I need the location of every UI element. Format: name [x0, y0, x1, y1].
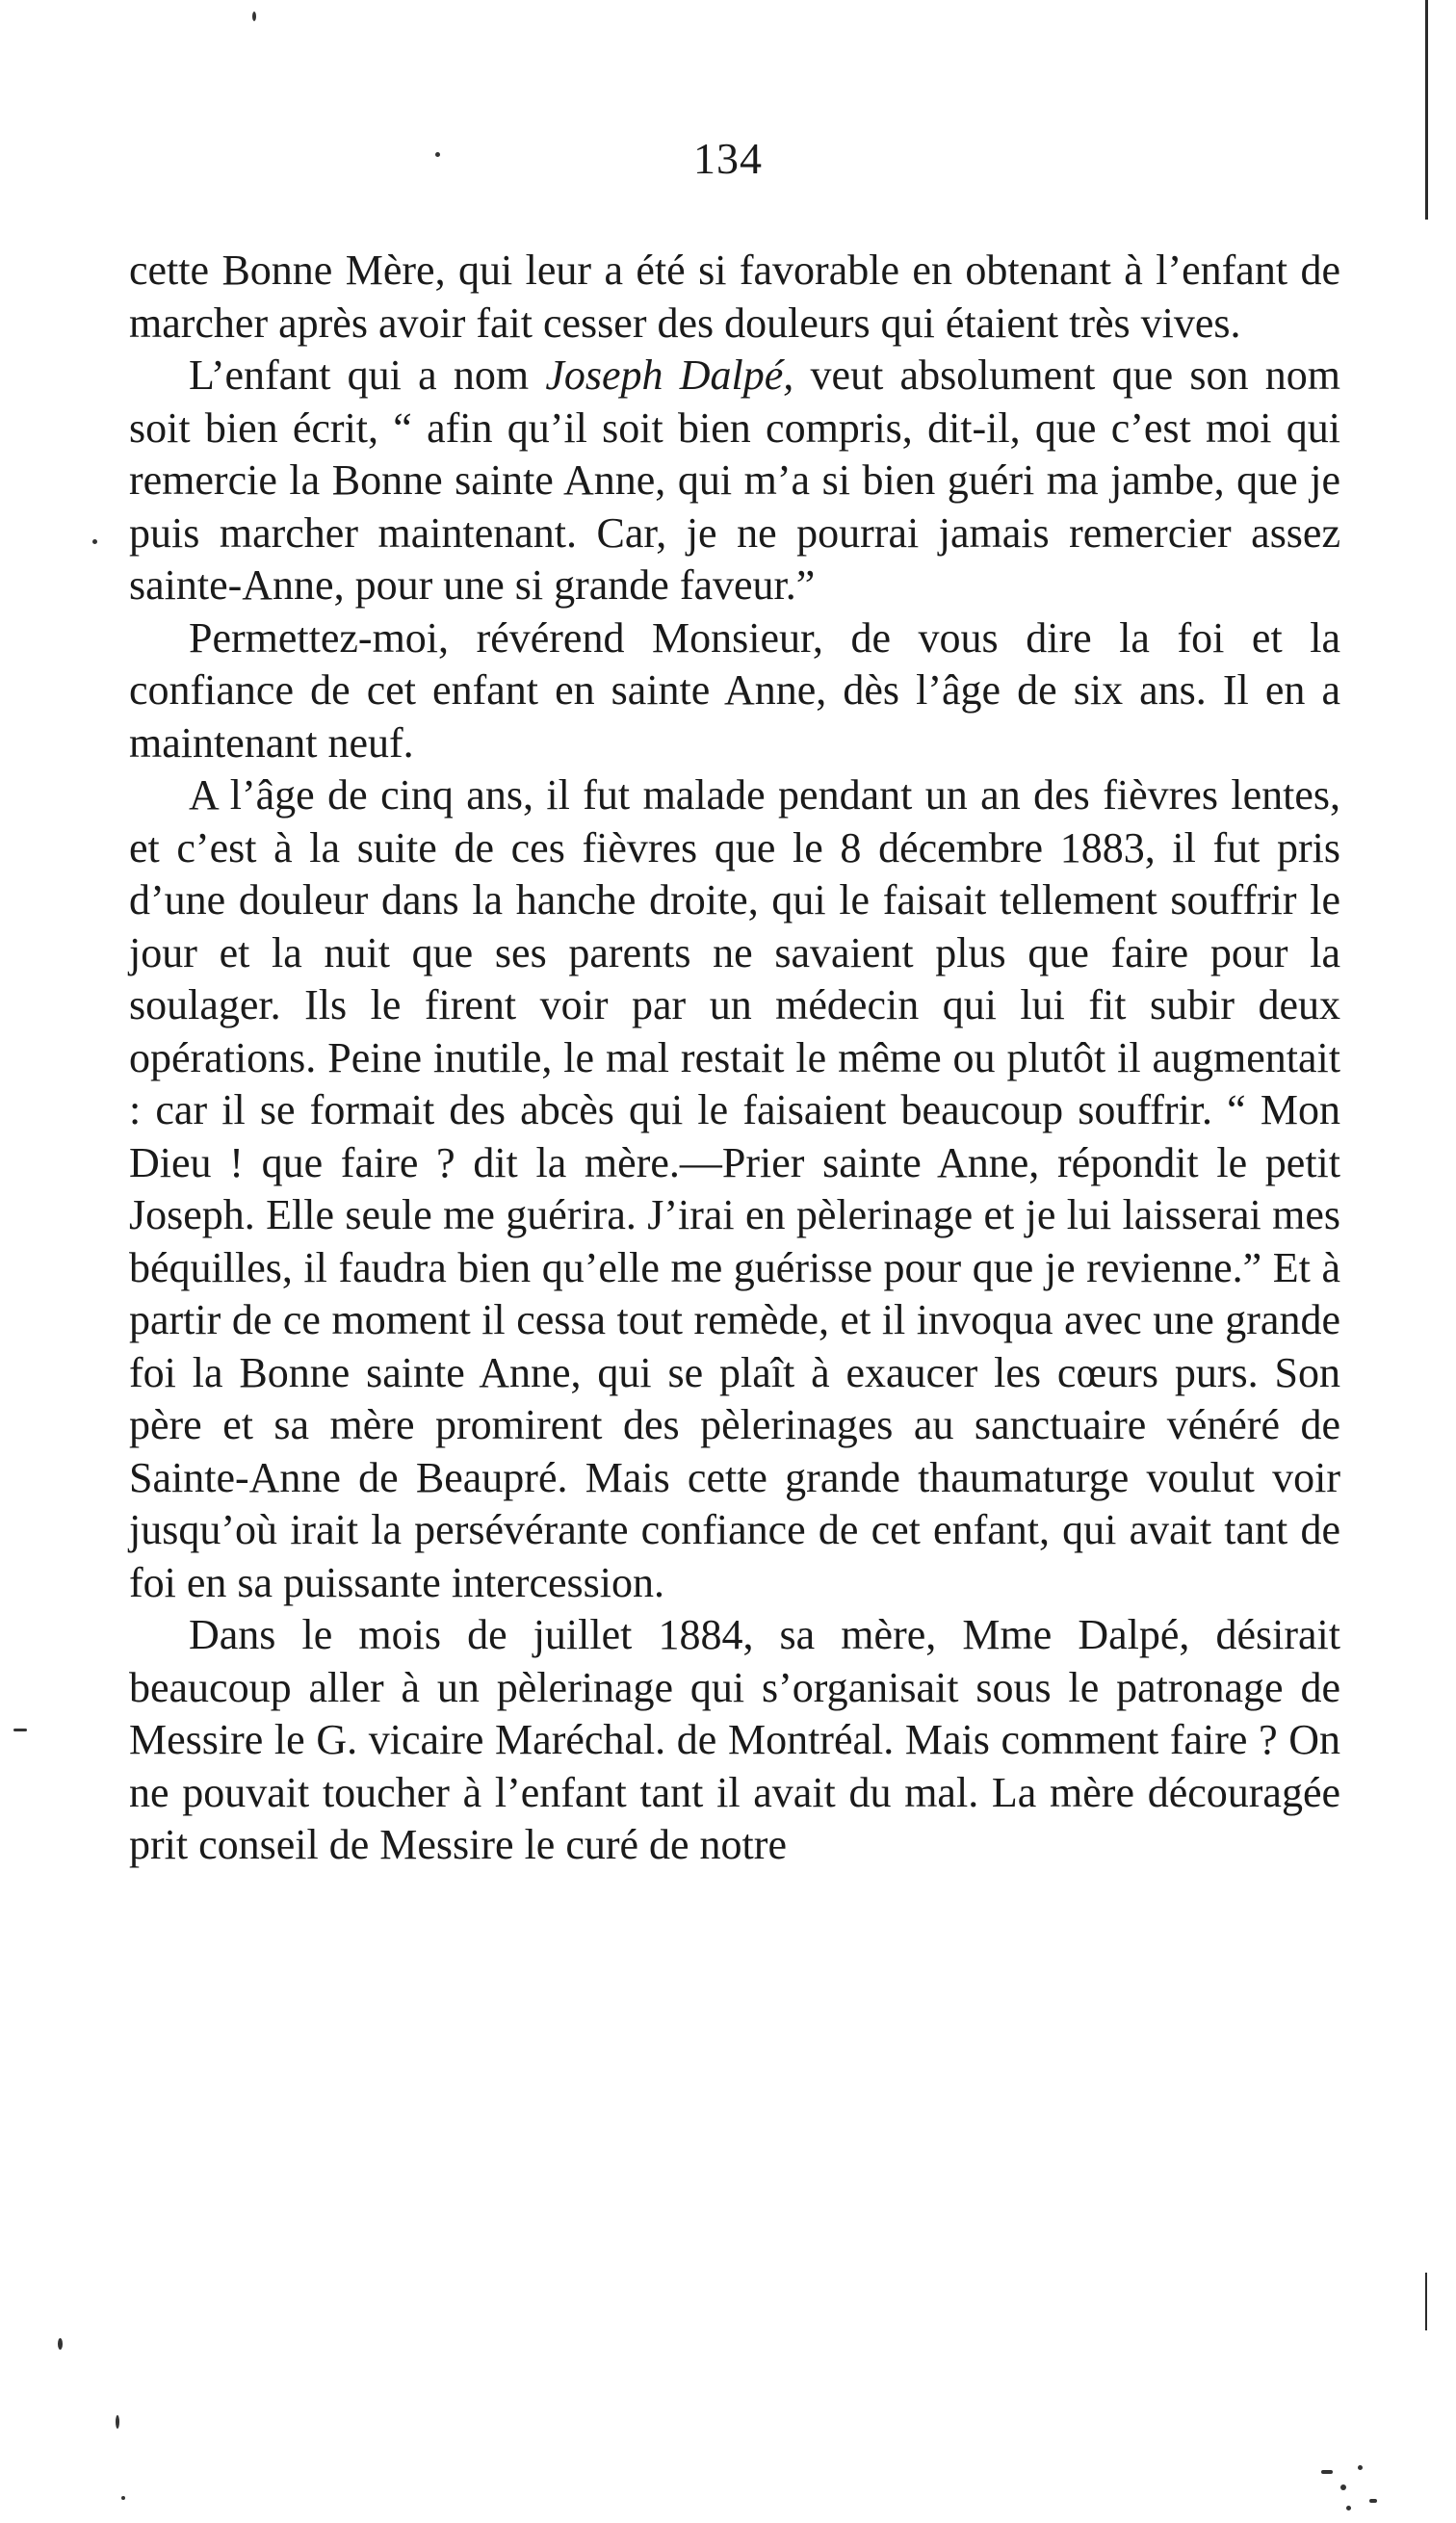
- paragraph-1: [129, 245, 1340, 350]
- paragraph-1-text: cette Bonne Mère, qui leur a été si favorable en obtenant à l’enfant de marcher après avoir fait cesser des douleurs qui étaient très vives.: [129, 247, 1340, 347]
- paragraph-2: [129, 350, 1340, 612]
- scan-speck: [435, 152, 440, 157]
- text-body: [129, 245, 1340, 1872]
- scan-speck: [1321, 2470, 1333, 2474]
- page-number: 134: [693, 134, 763, 183]
- scan-edge-line: [1425, 0, 1428, 220]
- scan-speck: [121, 2496, 125, 2500]
- scan-speck: [58, 2338, 63, 2350]
- paragraph-3: [129, 612, 1340, 770]
- paragraph-2-text-start: L’enfant qui a nom: [189, 351, 546, 399]
- scan-speck: [1340, 2484, 1346, 2490]
- scan-speck: [92, 539, 97, 544]
- scan-speck: [252, 12, 256, 21]
- paragraph-5-text: Dans le mois de juillet 1884, sa mère, Mme Dalpé, désirait beaucoup aller à un pèlerinage qui s’organisait sous le patronage de Messire le G. vicaire Maréchal. de Montréal. Mais comment faire ? On ne pouvait toucher à l’enfant tant il avait du mal. La mère découragée prit conseil de Messire le curé de notre: [129, 1611, 1340, 1868]
- scan-speck: [1369, 2499, 1377, 2503]
- scan-speck: [1346, 2506, 1351, 2510]
- scan-edge-line-lower: [1425, 2273, 1427, 2330]
- scan-speck: [13, 1729, 27, 1731]
- paragraph-4-text: A l’âge de cinq ans, il fut malade pendant un an des fièvres lentes, et c’est à la suite de ces fièvres que le 8 décembre 1883, il fut pris d’une douleur dans la hanche droite, qui le faisait tellement souffrir le jour et la nuit que ses parents ne savaient plus que faire pour la soulager. Ils le firent voir par un médecin qui lui fit subir deux opérations. Peine inutile, le mal restait le même ou plutôt il augmentait : car il se formait des abcès qui le faisaient beaucoup souffrir. “ Mon Dieu ! que faire ? dit la mère.—Prier sainte Anne, répondit le petit Joseph. Elle seule me guérira. J’irai en pèlerinage et je lui laisserai mes béquilles, il faudra bien qu’elle me guérisse pour que je revienne.” Et à partir de ce moment il cessa tout remède, et il invoqua avec une grande foi la Bonne sainte Anne, qui se plaît à exaucer les cœurs purs. Son père et sa mère promirent des pèlerinages au sanctuaire vénéré de Sainte-Anne de Beaupré. Mais cette grande thaumaturge voulut voir jusqu’où irait la persévérante confiance de cet enfant, qui avait tant de foi en sa puissante intercession.: [129, 771, 1340, 1606]
- paragraph-5: [129, 1609, 1340, 1872]
- paragraph-3-text: Permettez-moi, révérend Monsieur, de vous dire la foi et la confiance de cet enfant en sainte Anne, dès l’âge de six ans. Il en a maintenant neuf.: [129, 613, 1340, 767]
- person-name: Joseph Dalpé,: [545, 351, 794, 399]
- scan-speck: [1358, 2465, 1363, 2470]
- paragraph-4: [129, 769, 1340, 1609]
- scan-speck: [116, 2415, 119, 2429]
- paragraph-2-text-end: veut absolument que son nom soit bien écrit, “ afin qu’il soit bien compris, dit-il, que c’est moi qui remercie la Bonne sainte Anne, qui m’a si bien guéri ma jambe, que je puis marcher maintenant. Car, je ne pourrai jamais remercier assez sainte-Anne, pour une si grande faveur.”: [129, 351, 1340, 609]
